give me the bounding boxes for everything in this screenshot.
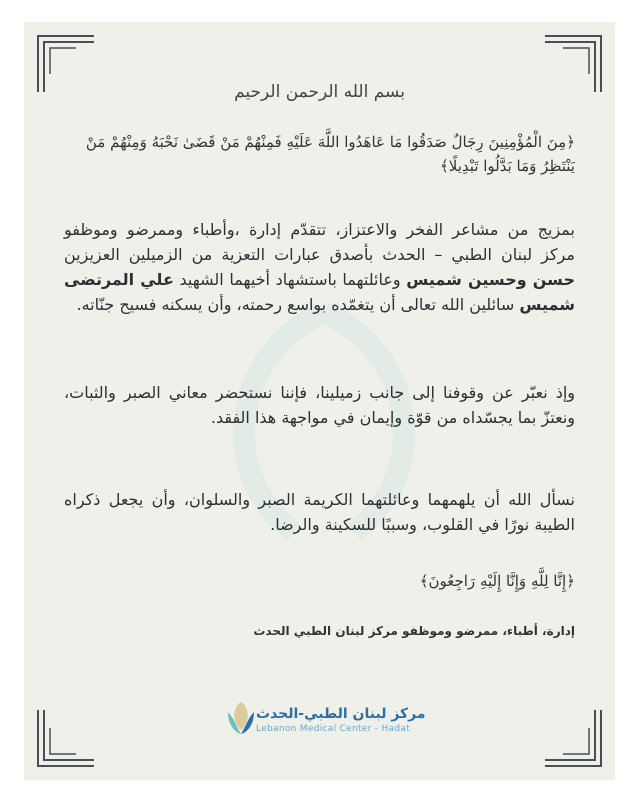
paragraph-support: وإذ نعبّر عن وقوفنا إلى جانب زميلينا، فإننا نستحضر معاني الصبر والثبات، ونعتزّ بما يجسّداه من قوّة وإيمان في مواجهة هذا الفقد.	[64, 383, 575, 427]
martyr-name: علي المرتضى شميس	[64, 270, 575, 314]
colleague-names: حسن وحسين شميس	[406, 270, 575, 289]
basmala: بسم الله الرحمن الرحيم	[234, 82, 405, 102]
logo-name-arabic: مركز لبنان الطبي-الحدث	[256, 706, 426, 722]
lotus-logo-icon	[224, 698, 258, 738]
condolence-card	[24, 22, 615, 780]
paragraph1-part3: سائلين الله تعالى أن يتغمّده بواسع رحمته، وأن يسكنه فسيح جنّاته.	[76, 295, 520, 314]
signature: إدارة، أطباء، ممرضو وموظفو مركز لبنان الطبي الحدث	[253, 624, 575, 638]
quran-verse-top: ﴿مِنَ الْمُؤْمِنِينَ رِجَالٌ صَدَقُوا مَا عَاهَدُوا اللَّهَ عَلَيْهِ فَمِنْهُمْ مَنْ قَضَىٰ نَحْبَهُ وَمِنْهُمْ مَنْ يَنْتَظِرُ وَمَا بَدَّلُوا تَبْدِيلًا﴾	[85, 133, 575, 175]
paragraph1-part1: بمزيج من مشاعر الفخر والاعتزاز، تتقدّم إدارة ،وأطباء وممرضو وموظفو مركز لبنان الطبي – الحدث بأصدق عبارات التعزية من الزميلين العزيزين	[64, 220, 575, 264]
paragraph-condolence	[64, 217, 575, 317]
corner-frame-bottom-left-icon	[36, 708, 96, 768]
corner-frame-bottom-right-icon	[543, 708, 603, 768]
logo-text	[256, 706, 426, 734]
paragraph-prayer: نسأل الله أن يلهمهما وعائلتهما الكريمة الصبر والسلوان، وأن يجعل ذكراه الطيبة نورًا في القلوب، وسببًا للسكينة والرضا.	[64, 490, 575, 534]
quran-verse-bottom: ﴿إِنَّا لِلَّهِ وَإِنَّا إِلَيْهِ رَاجِعُونَ﴾	[419, 572, 575, 590]
logo-name-english: Lebanon Medical Center - Hadat	[256, 724, 411, 734]
paragraph1-part2: وعائلتهما باستشهاد أخيهما الشهيد	[173, 270, 407, 289]
